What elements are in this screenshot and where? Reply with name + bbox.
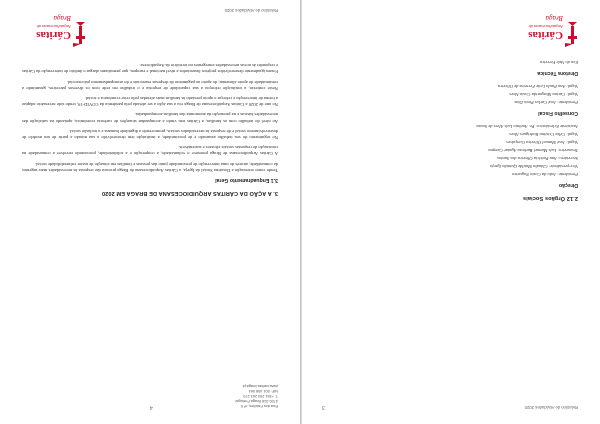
member-line <box>322 82 578 90</box>
member-name: Cláudia Matilde Quintão Igreja <box>490 164 548 169</box>
member-name: Célia Cristina Rodrigues Alves <box>509 132 566 137</box>
member-line <box>322 162 578 170</box>
svg-text:Cáritas: Cáritas <box>528 29 563 41</box>
svg-text:Braga: Braga <box>53 14 71 22</box>
member-role: Presidente: <box>556 172 578 177</box>
member-line <box>322 122 578 130</box>
body-paragraph: Foram igualmente desenvolvidos projetos financiados a nível nacional e europeu, que permitiram alargar o âmbito de intervenção da Cáritas e responder às novas necessidades emergentes no território da Arquidiocese. <box>22 63 278 75</box>
caritas-logo <box>22 8 86 48</box>
contact-postal: 4700-316 Braga Portugal <box>235 399 278 403</box>
member-line <box>322 90 578 98</box>
member-name: Ana Paula Leite Ferreira de Oliveira <box>498 84 566 89</box>
contact-address: Rua dos Falcões, nº 5 <box>240 404 278 408</box>
member-line <box>322 146 578 154</box>
contact-phone: T. +351 253 263 270 <box>243 394 278 398</box>
section-title: 3.1 Enquadramento Geral <box>215 176 278 183</box>
member-name: João da Costa Nogueira <box>512 172 557 177</box>
member-line <box>322 98 578 106</box>
member-line <box>322 138 578 146</box>
subsection-title: Conselho Fiscal <box>538 110 578 116</box>
footer-text: Relatório de Atividades 2020 <box>524 405 578 410</box>
subsection-list <box>322 58 578 188</box>
member-role: Vogal: <box>565 132 578 137</box>
body-paragraph: Neste contexto, a instituição reforçou a sua capacidade de resposta e o trabalho em rede com os diversos parceiros, garantindo a continuidade do apoio alimentar, do apoio ao pagamento de despesas essenciais e do acompanhamento psicossocial. <box>22 79 278 91</box>
subsection-title: Diretora Técnica <box>537 70 578 76</box>
left-content <box>322 58 578 201</box>
contact-block <box>236 383 278 408</box>
body-paragraph: No ano de 2020 a Cáritas Arquidiocesana de Braga viu a sua ação a ser afetada pela pandemia da COVID-19, tendo sido necessário adaptar a forma de intervenção e reforçar o apoio prestado às famílias mais afetadas pela crise económica e social. <box>22 96 278 108</box>
svg-text:Cáritas: Cáritas <box>36 29 71 41</box>
contact-nif: NIF: 501 458 964 <box>248 389 278 393</box>
paragraph-list <box>22 62 278 173</box>
svg-text:Braga: Braga <box>545 14 563 22</box>
member-line <box>322 130 578 138</box>
member-name: Ana Patrícia Oliveira dos Santos <box>497 156 557 161</box>
body-paragraph: Ao nível do trabalho com as famílias, a Cáritas tem vindo a acompanhar situações de carência económica, apoiando na satisfação das necessidades básicas e na promoção da autonomia das famílias acompanhadas. <box>22 112 278 124</box>
page-left <box>300 0 600 424</box>
caritas-logo <box>514 8 578 48</box>
section-title: 2.12 Órgãos Sociais <box>522 195 578 201</box>
member-role: Secretário: <box>556 156 578 161</box>
member-role: Vogal: <box>565 140 578 145</box>
subsection-title: Direção <box>558 182 578 188</box>
caritas-cross-icon <box>514 8 578 48</box>
member-line <box>322 170 578 178</box>
member-name: Pe. Antônio Luís Alves de Sousa <box>476 124 535 129</box>
member-role: Tesoureiro: <box>556 148 578 153</box>
member-role: Vogal: <box>565 92 578 97</box>
member-role: Vice-presidente: <box>547 164 578 169</box>
chapter-title: 3. A AÇÃO DA CÁRITAS ARQUIDIOCESANA DE BRAGA EM 2020 <box>101 189 278 196</box>
footer-text: Relatório de Atividades 2020 <box>224 8 278 13</box>
member-name: José Manuel Oliveira Gonçalves <box>506 140 566 145</box>
member-line <box>322 58 578 66</box>
caritas-cross-icon <box>22 8 86 48</box>
right-content <box>22 58 278 196</box>
page-number: 4 <box>150 404 153 410</box>
member-role: Presidente: <box>556 100 578 105</box>
member-line <box>322 154 578 162</box>
body-paragraph: Tendo como orientação a Doutrina Social da Igreja, a Cáritas Arquidiocesana de Braga procura dar resposta às necessidades mais urgentes da comunidade, através de uma intervenção de proximidade junto das pessoas e famílias em situação de maior vulnerabilidade social. <box>22 161 278 173</box>
member-name: Luís Manuel Barbosa Aguiar Campos <box>487 148 557 153</box>
svg-text:Arquidiocesana de: Arquidiocesana de <box>36 24 71 29</box>
body-paragraph: No seguimento do seu trabalho assumido e de proximidade, a instituição tem desenvolvido a sua missão a partir de um modelo de desenvolvimento social e de resposta às necessidades sociais, promovendo a dignidade humana e a inclusão social. <box>22 128 278 141</box>
member-name: José Carlos Pinto Dias <box>514 100 557 105</box>
contact-web: www.caritas-braga.pt <box>242 384 278 388</box>
member-role: Vogal: <box>565 84 578 89</box>
member-role: Assistente Eclesiástico: <box>534 124 578 129</box>
svg-text:Arquidiocesana de: Arquidiocesana de <box>528 24 563 29</box>
body-paragraph: A Cáritas Arquidiocesana de Braga promove o voluntariado, a cooperação e a solidariedade, procurando envolver a comunidade na construção de respostas sociais eficazes e sustentáveis. <box>22 145 278 157</box>
member-name: Eva do Vale Ferreira <box>540 60 578 65</box>
page-number: 3 <box>322 404 325 410</box>
member-name: Carina Margarida Costa Alves <box>509 92 566 97</box>
